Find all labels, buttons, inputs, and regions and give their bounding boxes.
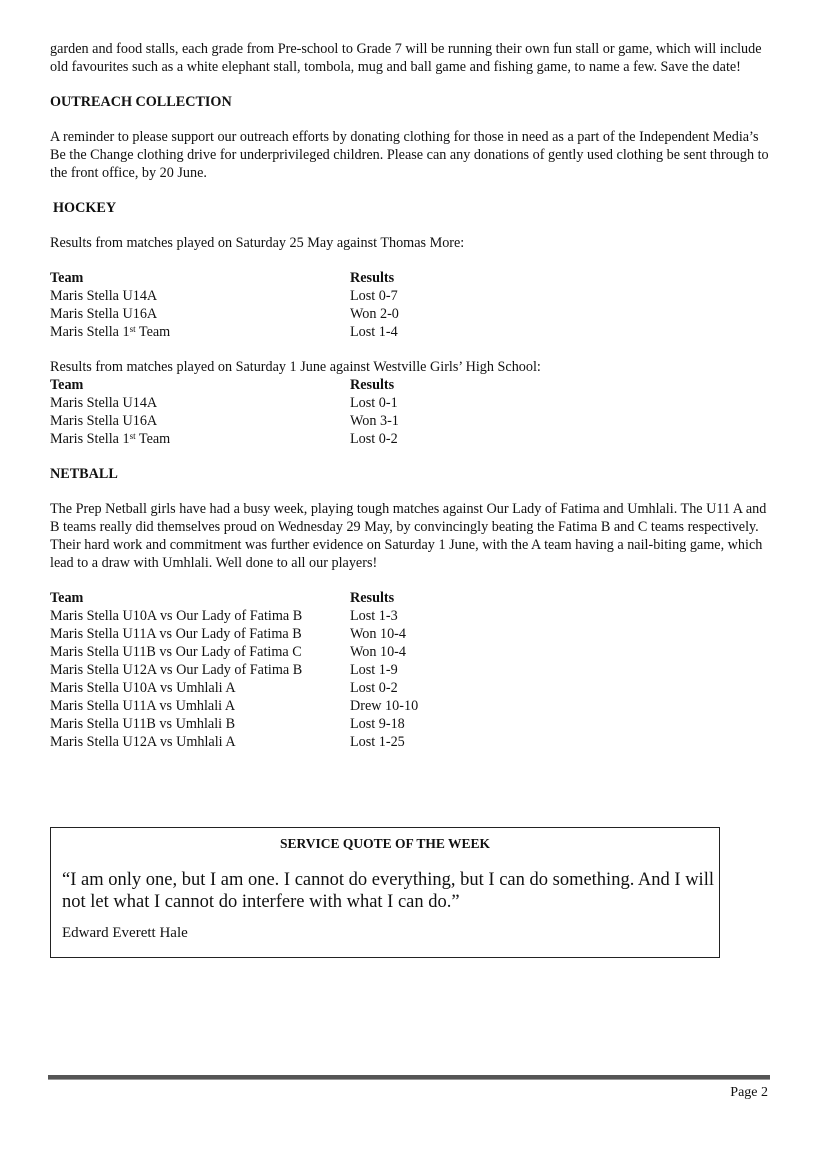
table-cell-result: Lost 1-4 — [350, 324, 398, 340]
table-cell-team: Maris Stella U16A — [50, 413, 158, 429]
table-cell-result: Lost 1-9 — [350, 662, 398, 678]
column-header-team: Team — [50, 590, 84, 606]
table-cell-team: Maris Stella U14A — [50, 288, 158, 304]
netball-paragraph: The Prep Netball girls have had a busy week, playing tough matches against Our Lady of Fatima and Umhlali. The U11 A and B teams really did themselves proud on Wednesday 29 May, by convincingly beating the Fatima B and C teams respectively. Their hard work and commitment was further evidence on Saturday 1 June, with the A team having a nail-biting game, which lead to a draw with Umhlali. Well done to all our players! — [50, 501, 767, 571]
table-cell-team: Maris Stella 1st Team — [50, 324, 171, 340]
table-cell-team: Maris Stella U14A — [50, 395, 158, 411]
column-header-results: Results — [350, 590, 395, 606]
table-cell-result: Won 3-1 — [350, 413, 399, 429]
table-cell-team: Maris Stella U11B vs Our Lady of Fatima C — [50, 644, 302, 660]
table-cell-team: Maris Stella U12A vs Umhlali A — [50, 734, 236, 750]
table-cell-result: Won 10-4 — [350, 626, 406, 642]
table-cell-result: Lost 1-25 — [350, 734, 405, 750]
quote-title: SERVICE QUOTE OF THE WEEK — [279, 836, 491, 851]
column-header-results: Results — [350, 270, 395, 286]
table-cell-team: Maris Stella U11B vs Umhlali B — [50, 716, 236, 732]
table-cell-result: Lost 0-7 — [350, 288, 398, 304]
service-quote-box — [50, 827, 720, 958]
page-number: Page 2 — [730, 1085, 768, 1100]
table-cell-team: Maris Stella U12A vs Our Lady of Fatima B — [50, 662, 303, 678]
table-cell-result: Lost 9-18 — [350, 716, 405, 732]
hockey-intro-2: Results from matches played on Saturday 1 June against Westville Girls’ High School: — [50, 359, 541, 375]
newsletter-page — [50, 40, 770, 751]
hockey-heading: HOCKEY — [53, 200, 117, 216]
table-cell-result: Lost 0-2 — [350, 431, 398, 447]
footer-divider — [48, 1075, 770, 1080]
outreach-heading: OUTREACH COLLECTION — [50, 94, 232, 110]
hockey-results-table-1 — [50, 269, 770, 341]
table-cell-team: Maris Stella U11A vs Our Lady of Fatima B — [50, 626, 302, 642]
column-header-team: Team — [50, 270, 84, 286]
hockey-intro-1: Results from matches played on Saturday 25 May against Thomas More: — [50, 235, 465, 251]
table-cell-team: Maris Stella U10A vs Umhlali A — [50, 680, 236, 696]
column-header-team: Team — [50, 377, 84, 393]
table-cell-team: Maris Stella U16A — [50, 306, 158, 322]
quote-author: Edward Everett Hale — [62, 925, 188, 941]
intro-paragraph: garden and food stalls, each grade from Pre-school to Grade 7 will be running their own fun stall or game, which will include old favourites such as a white elephant stall, tombola, mug and ball game and fishing game, to name a few. Save the date! — [50, 41, 762, 75]
table-cell-result: Won 2-0 — [350, 306, 399, 322]
table-cell-team: Maris Stella U10A vs Our Lady of Fatima B — [50, 608, 303, 624]
quote-text: “I am only one, but I am one. I cannot do everything, but I can do something. And I will not let what I cannot do interfere with what I can do.” — [62, 870, 714, 912]
table-cell-team: Maris Stella 1st Team — [50, 431, 171, 447]
table-cell-result: Lost 0-2 — [350, 680, 398, 696]
table-cell-result: Drew 10-10 — [350, 698, 419, 714]
column-header-results: Results — [350, 377, 395, 393]
table-cell-result: Lost 1-3 — [350, 608, 398, 624]
table-cell-team: Maris Stella U11A vs Umhlali A — [50, 698, 236, 714]
hockey-results-table-2 — [50, 376, 770, 448]
table-cell-result: Won 10-4 — [350, 644, 406, 660]
netball-results-table — [50, 589, 770, 751]
table-cell-result: Lost 0-1 — [350, 395, 398, 411]
outreach-paragraph: A reminder to please support our outreach efforts by donating clothing for those in need as a part of the Independent Media’s Be the Change clothing drive for underprivileged children. Please can any donations of gently used clothing be sent through to the front office, by 20 June. — [50, 129, 769, 181]
netball-heading: NETBALL — [50, 466, 118, 482]
